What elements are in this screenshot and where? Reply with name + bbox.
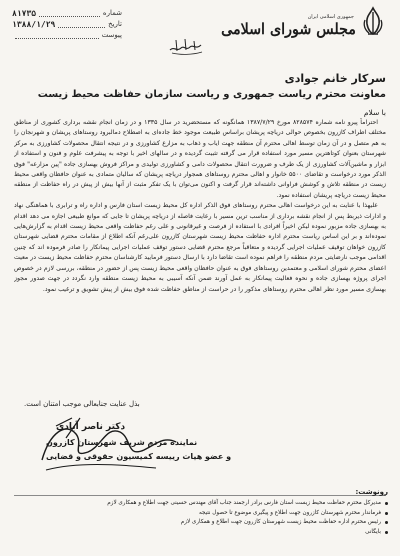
divider (14, 495, 386, 496)
date-value: ۱۳۸۸/۱/۲۹ (12, 20, 56, 29)
letter-body (14, 118, 386, 410)
number-value: ۸۱۷۳۵ (12, 9, 37, 18)
cc-item: مدیرکل محترم حفاظت محیط زیست استان فارس برادر ارجمند جناب آقای مهندس حسینی جهت اطلاع و همکاری لازم (16, 499, 388, 509)
cc-item: بایگانی (16, 528, 388, 538)
body-paragraph: احتراماً پیرو نامه شماره ۸۲۸۵۷۴ مورخ ۱۳۸۷/۷/۲۹ همانگونه که مستحضرید در سال ۱۳۳۵ و در زمان انجام نقشه برداری کشوری از مناطق مختلف اطراف کازرون بخصوص حوالی دریاچه پریشان براساس طبیعت موجود خط جاده‌ای به اصطلاح دمالبرود روستاهای پریشان و شهرنجان را به هم متصل و در آن زمان توسط اهالی محترم آن منطقه جهت ایاب و ذهاب به مزارع کشاورزی و در نتیجه انتقال محصولات کشاورزی به مرکز شهرستان بعنوان کوتاهترین مسیر مورد استفاده قرار می گرفته تثبیت گردیده و در سالهای اخیر با توجه به پیشرفت علوم و فنون و استفاده از ابزار و ماشین‌آلات کشاورزی از یک طرف و ضرورت انتقال محصولات دامی و کشاورزی تولیدی و مراکز فروش بهسازی جاده "پین مزارعه" فوق الذکر مورد درخواست و تقاضای ۵۵۰۰ خانوار و اهالی محترم روستاهای همجوار دریاچه پریشان که سالیان متمادی به عنوان حافظان واقعی محیط زیست در منطقه تلاش و کوشش فراوانی داشته‌اند قرار گرفت و اکنون می‌توان با یک تفکر مثبت از آنها بیش از پیش در راه حفاظت از منطقه محیط زیست دریاچه پریشان استفاده نمود. (14, 119, 386, 199)
iran-emblem-icon (360, 6, 386, 36)
signatory-title-2: و عضو هیات رییسه کمیسیون حقوقی و قضایی (46, 452, 232, 461)
signature-block (36, 412, 232, 480)
recipient-block (38, 72, 386, 100)
date-label: تاریخ (108, 20, 122, 28)
parliament-logotype (221, 14, 356, 52)
attachment-row (12, 30, 122, 41)
cc-item: رئیس محترم اداره حفاظت محیط زیست شهرستان کازرون جهت اطلاع و همکاری لازم (16, 518, 388, 528)
recipient-name: سرکار خانم جوادی (284, 72, 386, 85)
attachment-label: پیوست (101, 31, 122, 39)
cc-list (16, 499, 388, 537)
cc-item: فرماندار محترم شهرستان کازرون جهت اطلاع و پیگیری موضوع تا حصول نتیجه (16, 509, 388, 519)
letter-meta (12, 8, 122, 41)
signatory-name: دکتر ناصر آبادی (56, 422, 126, 432)
logotype-sub: جمهوری اسلامی ایران (307, 14, 354, 20)
closing-line: بذل عنایت جنابعالی موجب امتنان است. (24, 400, 140, 408)
recipient-title: معاونت محترم ریاست جمهوری و ریاست سازمان حفاظت محیط زیست (37, 89, 386, 100)
signatory-title-1: نماینده مردم شریف شهرستان کازرون (46, 438, 198, 447)
date-row (12, 19, 122, 30)
body-paragraph: علیهذا با عنایت به این درخواست اهالی محترم روستاهای فوق الذکر اداره کل محیط زیست استان فارس و اداره راه و ترابری با هماهنگی نهاد و ادارات ذیربط پس از انجام نقشه برداری از مناسب ترین مسیر با رعایت فاصله از دریاچه پریشان تا جایی که موانع طبیعی اجازه می دهد اقدام به بهسازی جاده مزبور نموده لیکن اخیراً افرادی با استفاده از فرصت و غیرقانونی و علی رغم حفاظت واقعی محیط زیست اقدام به گزارش‌هایی نموده‌اند و بر این اساس ریاست محترم اداره حفاظت محیط زیست شهرستان کازرون علی‌رغم آنکه اطلاع از مقامات محترم قضایی شهرستان کازرون خواهان توقیف عملیات اجرایی گردیده و متعاقباً مرجع محترم قضایی دستور توقف عملیات اجرایی پیمانکار را صادر فرموده اند که چنین اقدامی موجب نارضایتی مردم منطقه را فراهم نموده است تقاضا دارد با ارسال دستور فرمایید کارشناسان محترم حفاظت محیط زیست در معیت اعضای محترم شورای اسلامی و معتمدین روستاهای فوق به عنوان حافظان واقعی محیط زیست پس از حضور در منطقه، بررسی لازم در خصوص اجرای پروژه بهسازی جاده و نحوه فعالیت پیمانکار به عمل آورند ضمن آنکه آسیبی به محیط زیست منطقه وارد نگردد در جهت صدور مجوز بهسازی مسیر مورد نظر اهالی محترم روستاهای مذکور را در حراست از مناطق حفاظت شده فوق بیش از پیش تشویق و ترغیب نمود. (14, 202, 386, 293)
logotype-main: مجلس شورای اسلامی (221, 20, 356, 38)
cc-title: رونوشت: (355, 488, 388, 496)
number-label: شماره (102, 9, 122, 17)
number-row (12, 8, 122, 19)
greeting: با سلام (363, 108, 386, 117)
basmala-calligraphy-icon (168, 36, 204, 56)
